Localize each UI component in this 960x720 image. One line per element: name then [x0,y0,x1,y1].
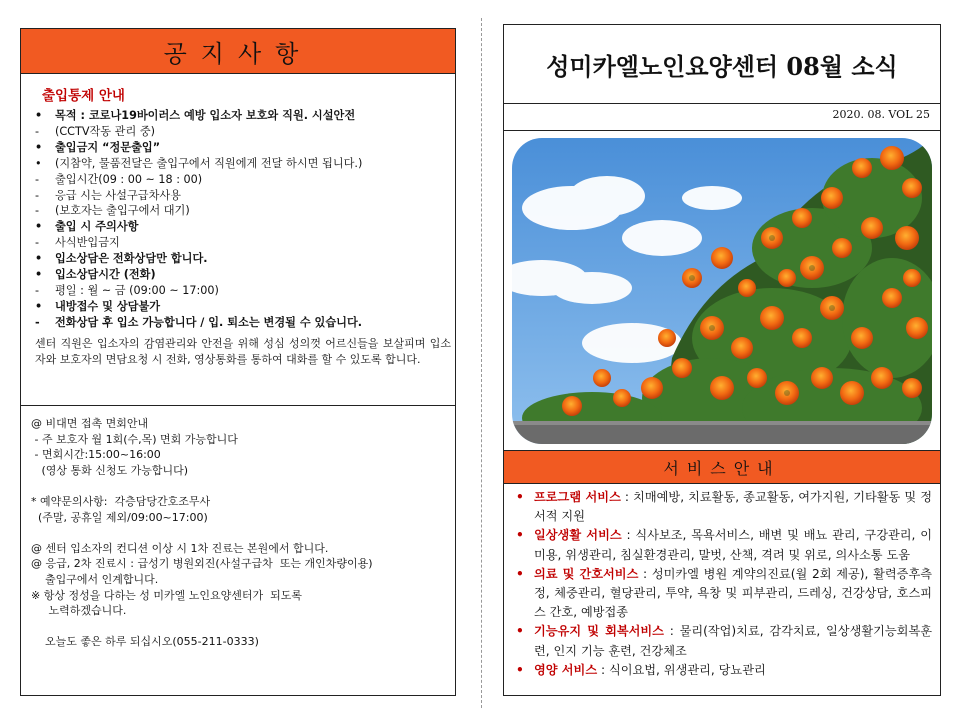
dash-marker: - [35,236,40,250]
service-label: 프로그램 서비스 [534,490,621,504]
bullet-icon: • [516,490,524,504]
service-item [514,565,932,623]
notice-item-text: 출입시간(09 : 00 ~ 18 : 00) [55,172,203,186]
dash-marker: - [35,315,40,329]
bullet-icon: • [35,252,43,266]
visit-info-line: 출입구에서 인계합니다. [31,572,159,586]
service-description: : 식이요법, 위생관리, 당뇨관리 [597,662,766,677]
service-description: : 치매예방, 치료활동, 종교활동, 여가지원, 기타활동 및 정서적 지원 [534,490,933,524]
notice-item [35,124,445,140]
notice-item-text: 입소상담은 전화상담만 합니다. [55,252,208,266]
notice-item [35,267,445,283]
visit-info-line: - 주 보호자 월 1회(수,목) 면회 가능합니다 [31,432,238,446]
visit-info-line: * 예약문의사항: 각층담당간호조무사 [31,494,211,508]
service-description: : 식사보조, 목욕서비스, 배변 및 배뇨 관리, 구강관리, 이미용, 위생관리, 침실환경관리, 말벗, 산책, 격려 및 위로, 의사소통 도움 [534,528,932,562]
bullet-icon: • [35,156,42,170]
bullet-icon: • [516,662,524,677]
services-header: 서비스안내 [504,450,940,484]
service-description: : 물리(작업)치료, 감각치료, 일상생활기능회복훈련, 인지 기능 훈련, 건강체조 [534,624,932,658]
dash-marker: - [35,124,40,138]
bullet-icon: • [35,220,43,234]
notice-item [35,251,445,267]
dash-marker: - [35,172,40,186]
services-list [514,488,932,680]
notice-item-text: 내방접수 및 상담불가 [55,299,161,313]
visit-info-line: @ 응급, 2차 진료시 : 급성기 병원외진(사설구급차 또는 개인차량이용) [31,557,373,571]
notice-item-text: 목적 : 코로나19바이러스 예방 입소자 보호와 직원. 시설안전 [55,109,356,122]
service-item [514,488,932,526]
bullet-icon: • [35,109,43,122]
notice-item [35,140,445,156]
newsletter-title-box [503,24,941,104]
visit-info-line: - 면회시간:15:00~16:00 [31,448,161,462]
service-item [514,622,932,660]
notice-item [35,172,445,188]
notice-item-text: 사식반입금지 [55,236,120,250]
visit-info-line: ※ 항상 정성을 다하는 성 미카엘 노인요양센터가 되도록 [31,588,302,602]
bullet-icon: • [516,624,524,639]
column-divider [481,18,482,708]
visit-info-line: (영상 통화 신청도 가능합니다) [31,463,189,477]
notice-item [35,219,445,235]
service-label: 영양 서비스 [534,662,598,677]
notice-item [35,315,445,331]
notice-item-text: (보호자는 출입구에서 대기) [55,204,190,218]
visit-info-panel [20,406,456,696]
visit-info-line: @ 비대면 접촉 면회안내 [31,417,149,430]
notice-item-text: (CCTV작동 관리 중) [55,124,155,138]
notice-item-text: 전화상담 후 입소 가능합니다 / 입. 퇴소는 변경될 수 있습니다. [55,315,363,329]
dash-marker: - [35,188,40,202]
notice-header: 공지사항 [20,28,456,74]
notice-item [35,188,445,204]
bullet-icon: • [35,299,43,313]
access-control-panel [20,74,456,406]
notice-item [35,235,445,251]
dash-marker: - [35,283,40,297]
visit-info-text [31,416,451,650]
orange-flowers-photo [512,138,932,444]
service-label: 기능유지 및 회복서비스 [534,624,664,639]
access-control-title: 출입통제 안내 [42,88,125,104]
notice-item [35,283,445,299]
service-item [514,526,932,564]
visit-info-line: 노력하겠습니다. [31,604,127,618]
dash-marker: - [35,204,40,218]
visit-info-line: @ 센터 입소자의 컨디션 이상 시 1차 진료는 본원에서 합니다. [31,541,329,555]
issue-divider [504,130,940,131]
bullet-icon: • [516,528,524,543]
bullet-icon: • [35,268,43,282]
bullet-icon: • [35,140,43,154]
notice-item-text: 응급 시는 사설구급차사용 [55,188,181,202]
visit-info-line [31,478,451,494]
service-item [514,661,932,680]
visit-info-line: (주말, 공휴일 제외/09:00~17:00) [31,510,208,524]
notice-item-text: 입소상담시간 (전화) [55,268,156,282]
visit-info-line: 오늘도 좋은 하루 되십시오(055-211-0333) [31,635,259,649]
service-label: 의료 및 간호서비스 [534,566,639,581]
visit-info-line [31,619,451,635]
service-label: 일상생활 서비스 [534,528,622,543]
notice-item-text: 출입금지 “정문출입” [55,140,161,154]
visit-info-line [31,525,451,541]
notice-item [35,108,445,124]
newsletter-body [503,104,941,696]
bullet-icon: • [516,566,524,581]
notice-item [35,203,445,219]
notice-item [35,156,445,172]
notice-item-text: 평일 : 월 ~ 금 (09:00 ~ 17:00) [55,283,219,297]
issue-number: 2020. 08. VOL 25 [832,108,930,121]
notice-item-text: 출입 시 주의사항 [55,220,139,234]
service-description: : 성미카엘 병원 계약의진료(월 2회 제공), 활력증후측정, 체중관리, 혈당관리, 투약, 욕창 및 피부관리, 드레싱, 건강상담, 호스피스 간호, 예방접종 [534,566,933,620]
newsletter-title: 성미카엘노인요양센터 08월 소식 [546,51,898,81]
access-control-list [35,108,445,331]
notice-item [35,299,445,315]
notice-item-text: (지참약, 물품전달은 출입구에서 직원에게 전달 하시면 됩니다.) [55,156,363,170]
staff-care-paragraph: 센터 직원은 입소자의 감염관리와 안전을 위해 성심 성의껏 어르신들을 보살피며 입소자와 보호자의 면담요청 시 전화, 영상통화를 통하여 대화를 할 수 있도록 합니다. [35,337,451,366]
